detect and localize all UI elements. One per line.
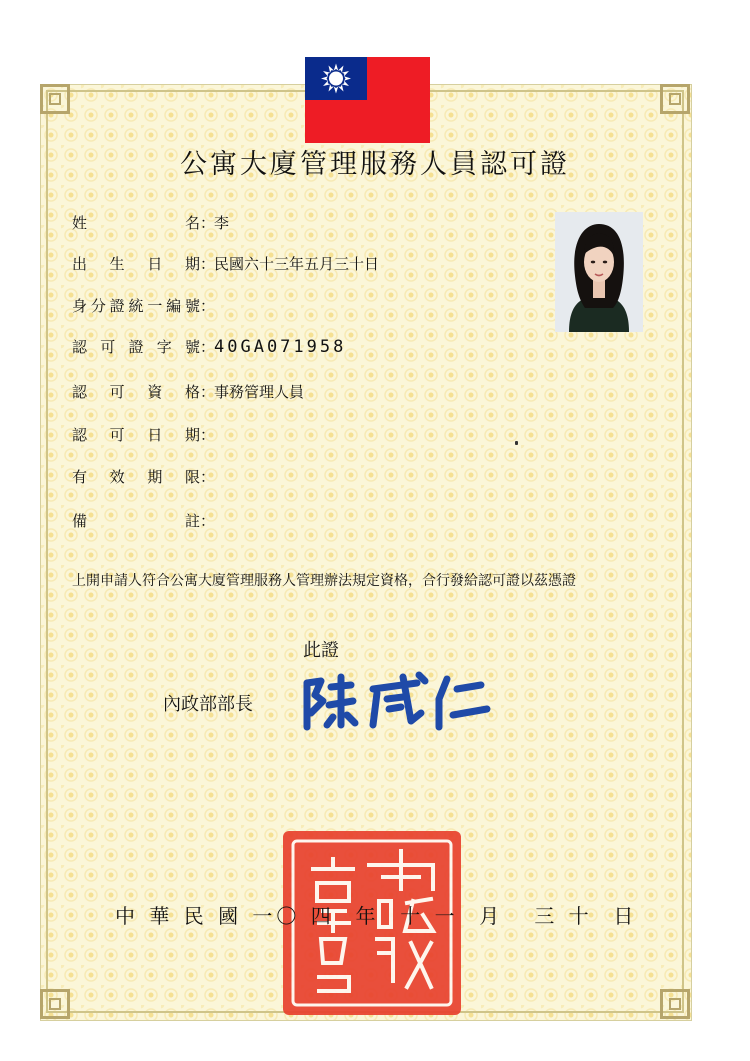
- certificate-title: 公寓大廈管理服務人員認可證: [180, 149, 570, 180]
- field-qualification: 認可資格：事務管理人員: [72, 383, 305, 401]
- field-valid-until: 有效期限：: [72, 468, 216, 486]
- field-label: 認可證字號: [72, 338, 200, 356]
- corner-ornament-top-left: [40, 84, 70, 114]
- field-value: 民國六十三年五月三十日: [214, 255, 380, 273]
- taiwan-flag-icon: [305, 57, 430, 143]
- field-approval-date: 認可日期：: [72, 426, 216, 444]
- this-certificate-label: 此證: [303, 640, 339, 661]
- portrait-photo: [555, 212, 643, 332]
- field-value: 事務管理人員: [214, 383, 305, 401]
- field-value: 40GA071958: [214, 337, 347, 357]
- field-label: 身分證統一編號: [72, 297, 200, 315]
- field-label: 姓名: [72, 214, 200, 232]
- field-remarks: 備註：: [72, 512, 216, 530]
- field-label: 認可日期: [72, 426, 200, 444]
- ink-speck: [515, 441, 518, 445]
- field-name: 姓名：李: [72, 214, 230, 232]
- issue-date: 中 華 民 國 一〇 四 年 十 一 月 三 十 日: [115, 904, 638, 928]
- corner-ornament-bottom-left: [40, 989, 70, 1019]
- flag-canton: [305, 57, 367, 100]
- field-label: 認可資格: [72, 383, 200, 401]
- field-value: 李: [214, 214, 230, 232]
- field-certificate-number: 認可證字號：40GA071958: [72, 337, 347, 357]
- field-birth-date: 出生日期：民國六十三年五月三十日: [72, 255, 380, 273]
- sun-icon: [305, 57, 367, 100]
- field-label: 出生日期: [72, 255, 200, 273]
- field-label: 有效期限: [72, 468, 200, 486]
- minister-signature: [297, 665, 497, 735]
- field-label: 備註: [72, 512, 200, 530]
- minister-title: 內政部部長: [163, 694, 253, 715]
- corner-ornament-bottom-right: [660, 989, 690, 1019]
- field-id-number: 身分證統一編號：: [72, 297, 216, 315]
- declaration-text: 上開申請人符合公寓大廈管理服務人管理辦法規定資格，合行發給認可證以茲憑證: [72, 573, 576, 589]
- corner-ornament-top-right: [660, 84, 690, 114]
